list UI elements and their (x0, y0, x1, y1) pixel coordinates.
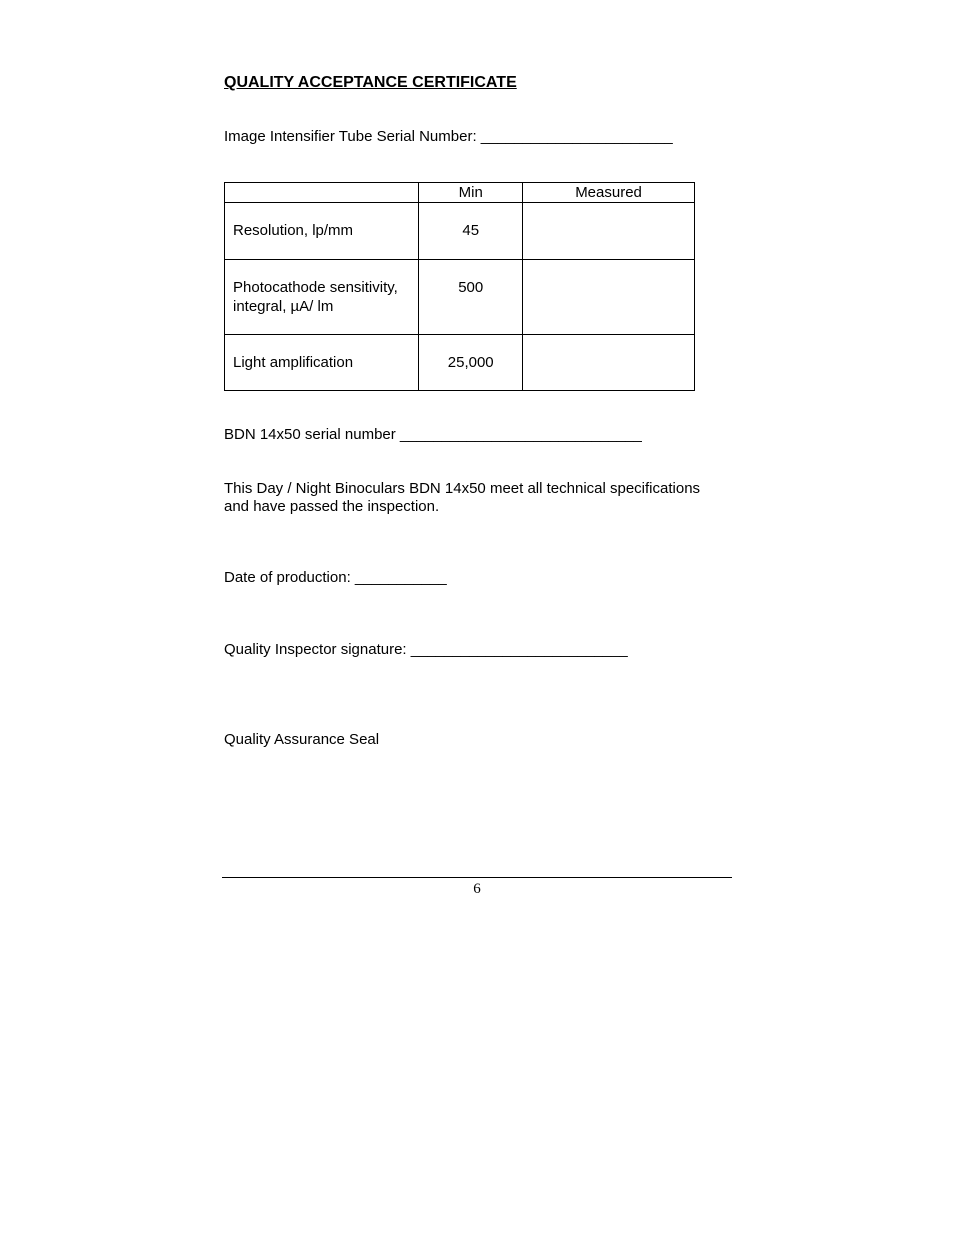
parameter-cell (225, 260, 419, 335)
measured-cell[interactable] (523, 203, 695, 260)
certificate-title: QUALITY ACCEPTANCE CERTIFICATE (224, 74, 517, 91)
signature-line (224, 641, 628, 659)
date-blank[interactable]: ___________ (354, 569, 447, 586)
parameter-label: Light amplification (233, 354, 354, 371)
tube-serial-blank[interactable]: _______________________ (480, 128, 673, 145)
bdn-serial-label: BDN 14x50 serial number (224, 426, 396, 443)
min-cell (419, 203, 523, 260)
table-row (225, 260, 695, 335)
header-parameter (225, 183, 419, 203)
signature-label: Quality Inspector signature: (224, 641, 407, 658)
table-row (225, 203, 695, 260)
statement-line-1: This Day / Night Binoculars BDN 14x50 meet all technical specifications (224, 480, 701, 497)
min-cell (419, 260, 523, 335)
min-value: 45 (462, 222, 480, 239)
bdn-serial-line (224, 426, 642, 444)
parameter-label-line2: integral, µA/ lm (233, 298, 334, 315)
specification-table (224, 182, 695, 391)
footer-divider (222, 877, 732, 878)
date-label: Date of production: (224, 569, 351, 586)
seal-label: Quality Assurance Seal (224, 731, 380, 748)
min-cell (419, 335, 523, 391)
min-value: 500 (458, 279, 484, 296)
table-row (225, 335, 695, 391)
parameter-cell (225, 335, 419, 391)
tube-serial-label: Image Intensifier Tube Serial Number: (224, 128, 477, 145)
parameter-cell (225, 203, 419, 260)
bdn-serial-blank[interactable]: _____________________________ (399, 426, 642, 443)
header-min: Min (419, 183, 523, 203)
page-number: 6 (473, 881, 481, 897)
tube-serial-line (224, 128, 673, 146)
parameter-label: Photocathode sensitivity, (233, 279, 398, 296)
date-line (224, 569, 447, 587)
signature-blank[interactable]: __________________________ (410, 641, 628, 658)
measured-cell[interactable] (523, 260, 695, 335)
header-measured: Measured (523, 183, 695, 203)
parameter-label: Resolution, lp/mm (233, 222, 354, 239)
min-value: 25,000 (447, 354, 494, 371)
statement-line-2: and have passed the inspection. (224, 498, 440, 515)
measured-cell[interactable] (523, 335, 695, 391)
table-header-row (225, 183, 695, 203)
